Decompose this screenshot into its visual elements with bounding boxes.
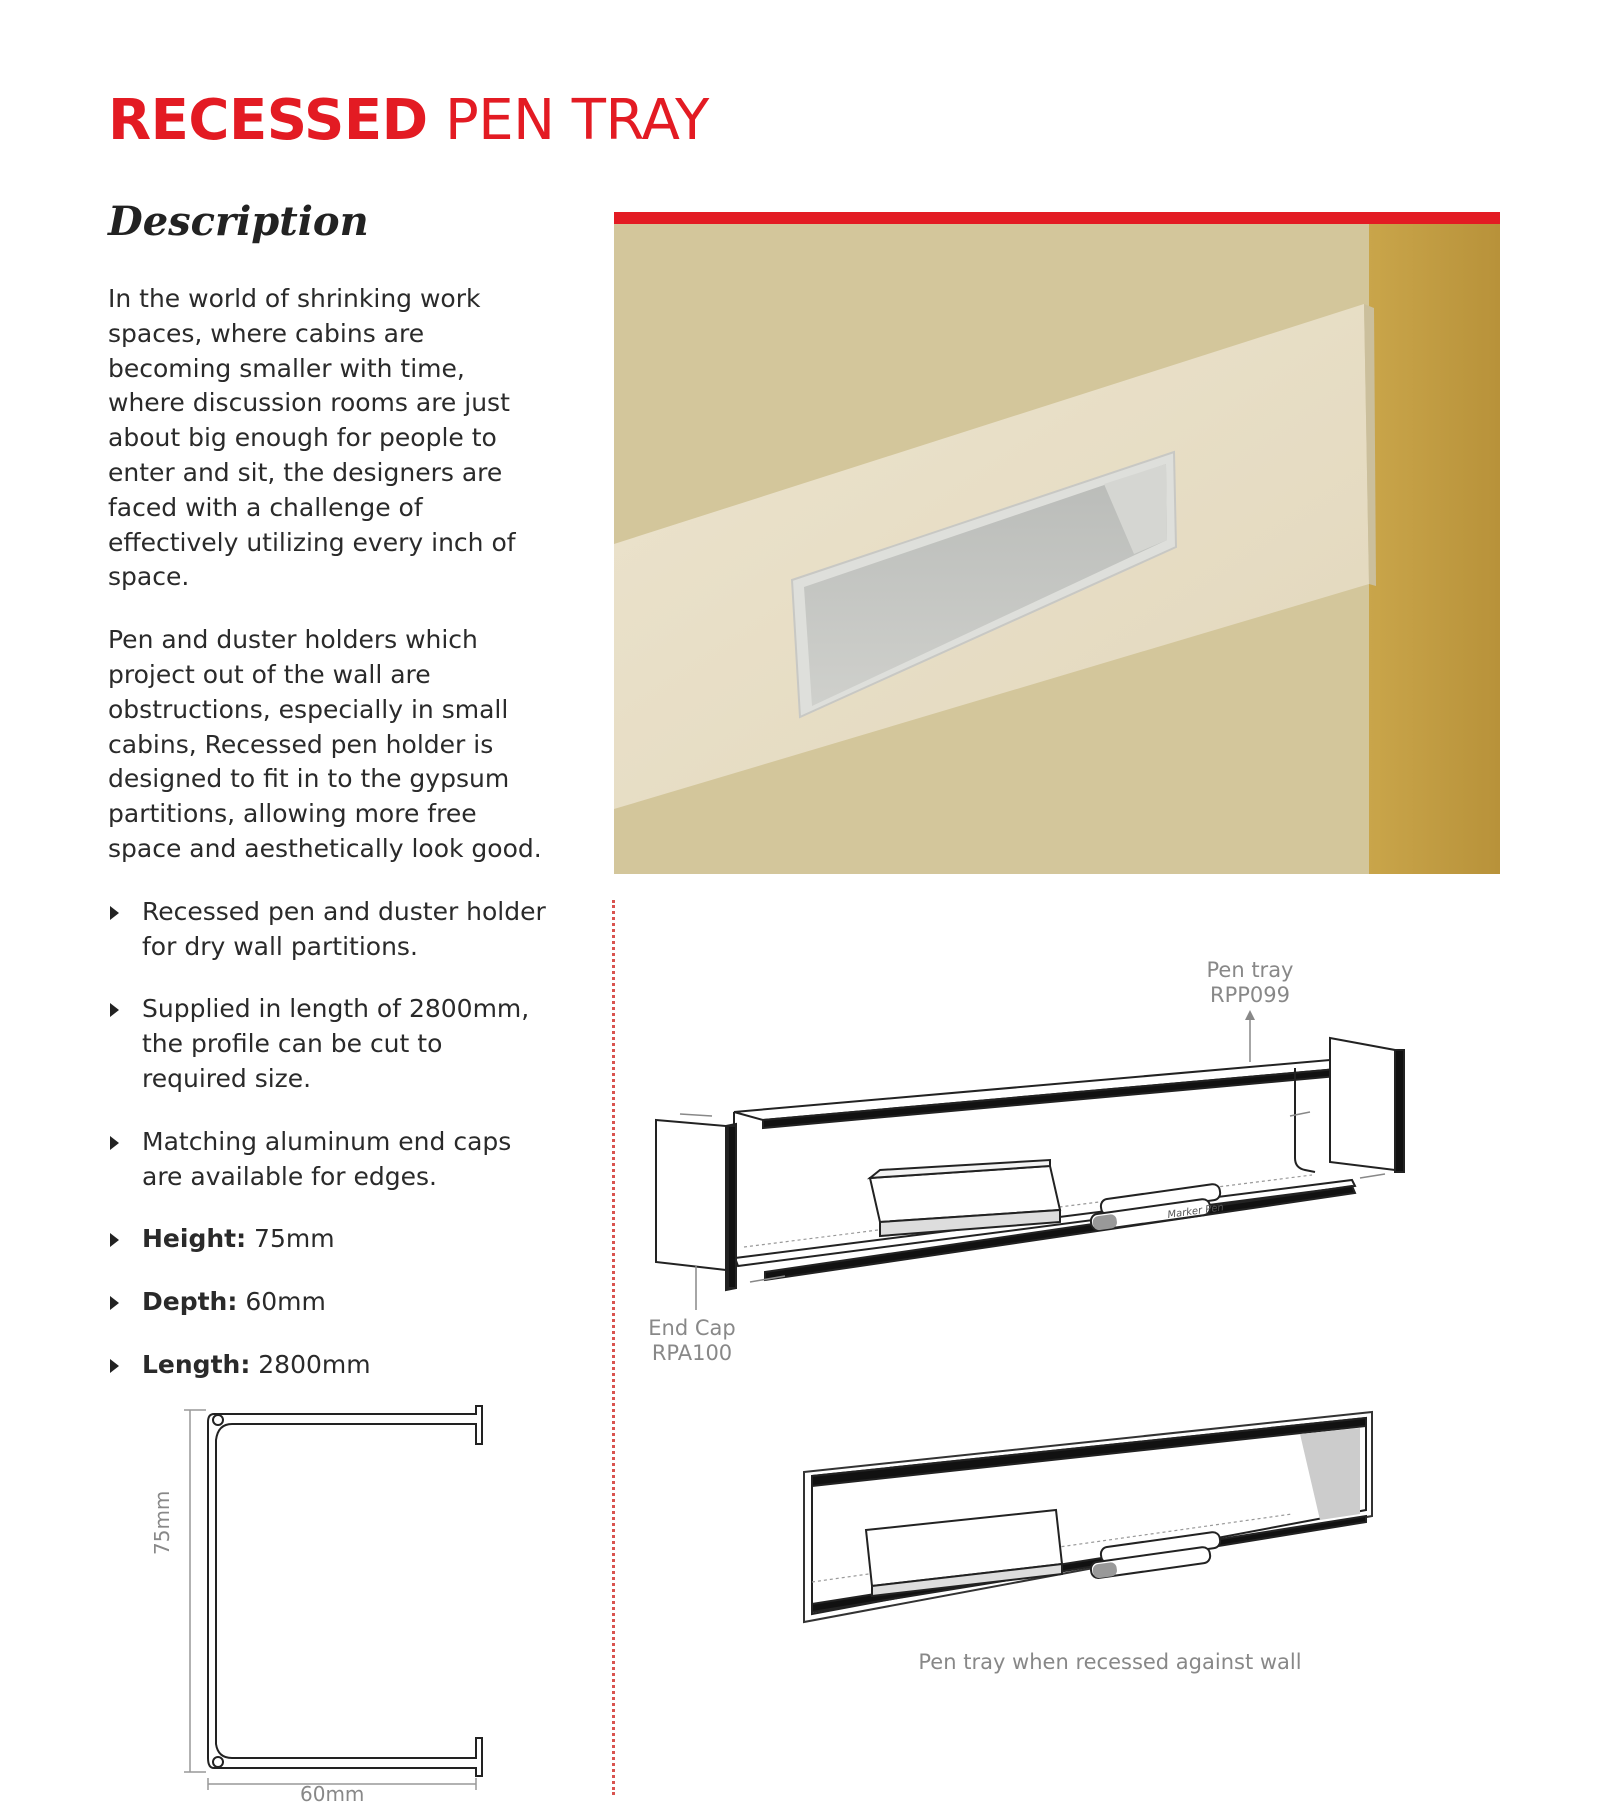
depth-dimension: 60mm: [300, 1782, 365, 1806]
bullet-text: Recessed pen and duster holder for dry wall partitions.: [142, 896, 546, 961]
marker-label: Marker Pen: [1166, 1202, 1225, 1221]
page-title: [108, 88, 709, 154]
spec-height: [108, 1222, 548, 1257]
column-divider: [612, 900, 615, 1795]
pen-tray-label: [1180, 958, 1320, 1008]
spec-label: Depth:: [142, 1287, 238, 1317]
spec-value: 75mm: [254, 1224, 335, 1254]
recessed-diagram: [800, 1400, 1380, 1640]
title-bold: RECESSED: [108, 88, 428, 153]
list-item: [108, 992, 548, 1096]
spec-label: Length:: [142, 1349, 251, 1379]
list-item: [108, 895, 548, 965]
spec-length: [108, 1348, 548, 1383]
height-dimension: 75mm: [150, 1490, 174, 1555]
end-cap-name: End Cap: [648, 1316, 736, 1340]
list-item: [108, 1125, 548, 1195]
exploded-diagram: [640, 1010, 1420, 1330]
description-heading: Description: [108, 198, 369, 245]
product-photo: [614, 212, 1500, 874]
pen-tray-code: RPP099: [1209, 983, 1290, 1007]
description-body: [108, 282, 548, 1411]
title-light: PEN TRAY: [444, 88, 709, 153]
bullet-text: Supplied in length of 2800mm, the profile can be cut to required size.: [142, 994, 530, 1093]
feature-list: [108, 895, 548, 1383]
description-paragraph: Pen and duster holders which project out of the wall are obstructions, especially in small cabins, Recessed pen holder is designed to fit in to the gypsum partitions, allowing more free space and aesthetically look good.: [108, 625, 542, 863]
description-paragraph: In the world of shrinking work spaces, where cabins are becoming smaller with time, where discussion rooms are just about big enough for people to enter and sit, the designers are faced with a challenge of effectively utilizing every inch of space.: [108, 284, 516, 592]
end-cap-code: RPA100: [651, 1341, 733, 1365]
spec-label: Height:: [142, 1224, 247, 1254]
spec-value: 2800mm: [258, 1349, 371, 1379]
bullet-text: Matching aluminum end caps are available for edges.: [142, 1126, 512, 1191]
profile-section-drawing: [170, 1392, 500, 1792]
recessed-caption: Pen tray when recessed against wall: [918, 1650, 1302, 1674]
spec-value: 60mm: [245, 1287, 326, 1317]
spec-depth: [108, 1285, 548, 1320]
pen-tray-name: Pen tray: [1206, 958, 1294, 982]
product-photo-illustration: [614, 224, 1500, 874]
